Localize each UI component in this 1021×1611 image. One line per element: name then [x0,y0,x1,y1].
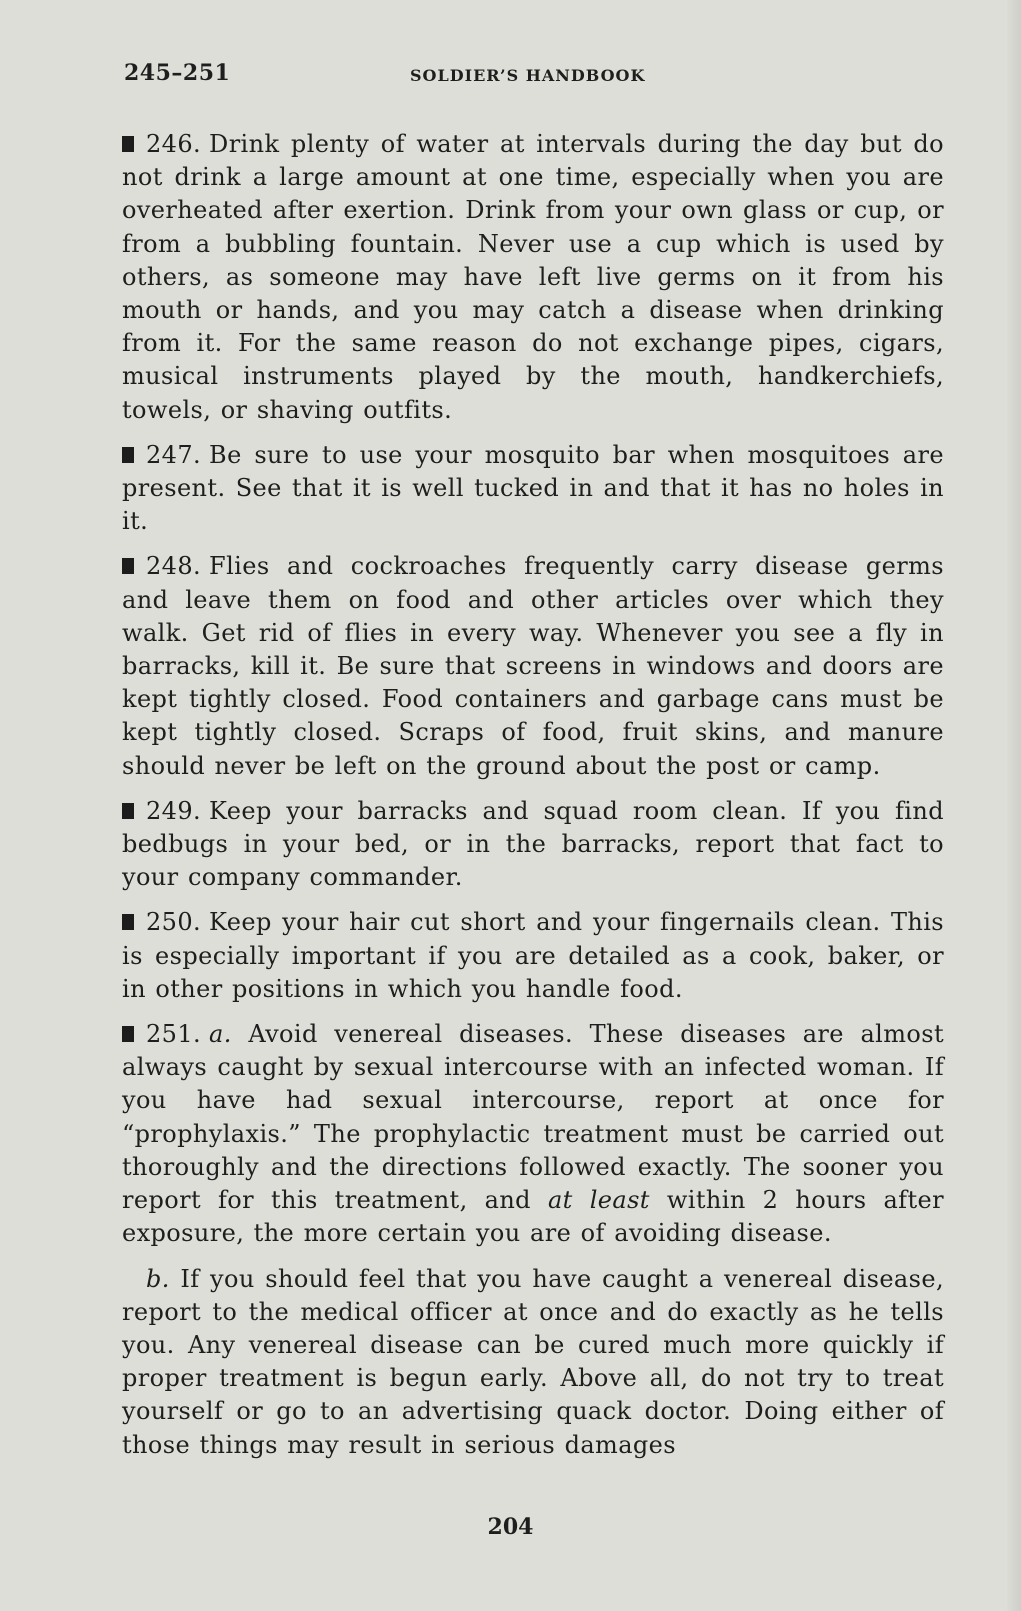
paragraph-number: 250. [146,908,202,937]
page-number: 204 [487,1514,534,1540]
paragraph-number: 249. [146,796,202,825]
paragraph-text: Be sure to use your mosquito bar when mosquitoes are present. See that it is well tucked in and that it has no holes in it. [122,440,944,536]
square-bullet-icon [122,803,134,819]
paragraph-249 [122,795,944,895]
subparagraph-label-a: a. [209,1020,232,1049]
square-bullet-icon [122,447,134,463]
paragraph-text: Drink plenty of water at intervals during the day but do not drink a large amount at one time, especially when you are overheated after exertion. Drink from your own glass or cup, or from a bubbling fountain. Never use a cup which is used by others, as someone may have left live germs on it from his mouth or hands, and you may catch a disease when drinking from it. For the same reason do not exchange pipes, cigars, musical instruments played by the mouth, handkerchiefs, towels, or shaving outfits. [122,130,944,424]
section-range: 245–251 [124,60,231,86]
square-bullet-icon [122,1026,134,1042]
square-bullet-icon [122,914,134,930]
subparagraph-label-b: b. [146,1264,170,1293]
paragraph-text: Keep your hair cut short and your fingernails clean. This is especially important if you are detailed as a cook, baker, or in other positions in which you handle food. [122,908,944,1003]
square-bullet-icon [122,136,134,152]
page-edge-shadow [1007,0,1021,1611]
paragraph-text: If you should feel that you have caught a venereal disease, report to the medical officer at once and do exactly as he tells you. Any venereal disease can be cured much more quickly if proper treatment is begun early. Above all, do not try to treat yourself or go to an advertising quack doctor. Doing either of those things may result in serious damages [122,1264,944,1459]
paragraph-251b [122,1263,944,1462]
paragraph-250 [122,906,944,1006]
square-bullet-icon [122,558,134,574]
paragraph-text: Flies and cockroaches frequently carry disease germs and leave them on food and other articles over which they walk. Get rid of flies in every way. Whenever you see a fly in barracks, kill it. Be sure that screens in windows and doors are kept tightly closed. Food containers and garbage cans must be kept tightly closed. Scraps of food, fruit skins, and manure should never be left on the ground about the post or camp. [122,552,944,780]
paragraph-number: 247. [146,440,202,469]
paragraph-248 [122,550,944,782]
paragraph-251a [122,1018,944,1250]
paragraph-246 [122,128,944,427]
page-body [122,128,944,1474]
paragraph-text: Avoid venereal diseases. These diseases are almost always caught by sexual intercourse with an infected woman. If you have had sexual intercourse, report at once for “prophylaxis.” The prophylactic treatment must be carried out thoroughly and the directions followed exactly. The sooner you report for this treatment, and [122,1020,944,1215]
running-head [124,60,944,90]
paragraph-247 [122,439,944,539]
running-title: SOLDIER’S HANDBOOK [410,66,646,85]
paragraph-text: Keep your barracks and squad room clean. If you find bedbugs in your bed, or in the barracks, report that fact to your company commander. [122,796,944,892]
paragraph-number: 246. [146,130,202,158]
paragraph-number: 248. [146,552,202,581]
paragraph-text: within 2 hours after exposure, the more certain you are of avoiding disease. [122,1186,944,1248]
paragraph-number: 251. [146,1020,202,1049]
emphasis-text: at least [547,1186,650,1215]
